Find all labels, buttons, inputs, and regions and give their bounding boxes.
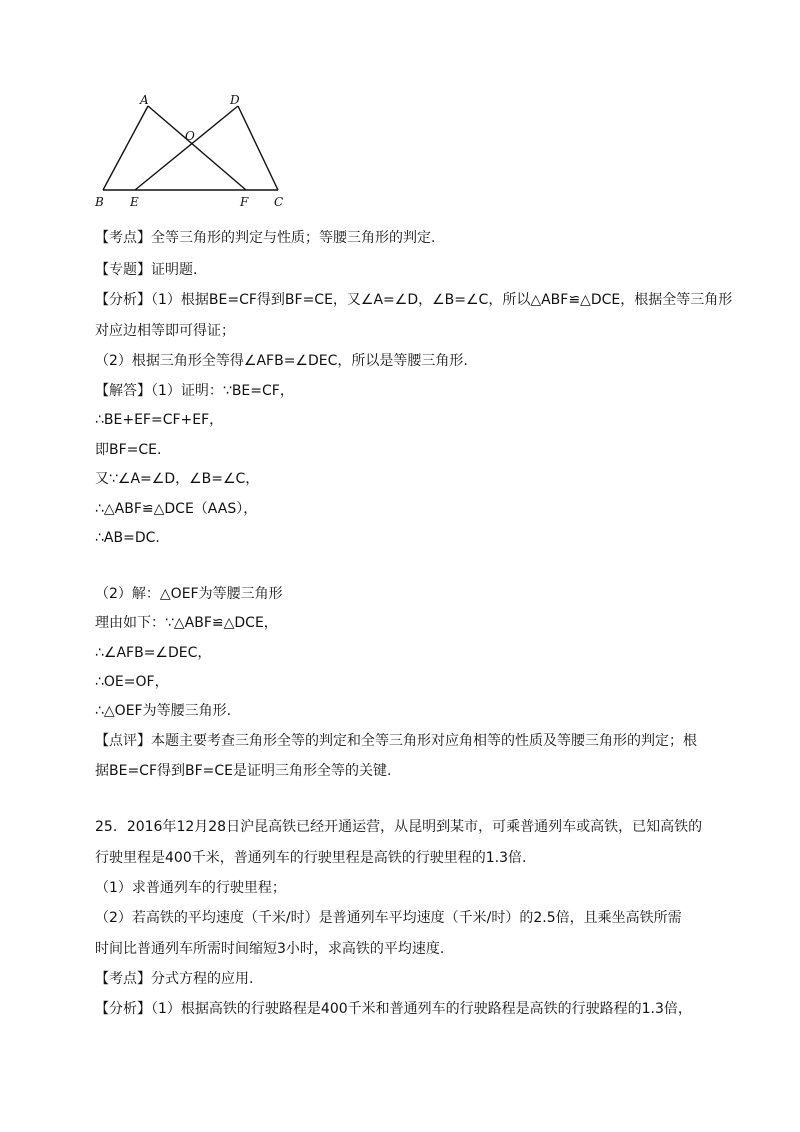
q25-line-5: 时间比普通列车所需时间缩短3小时，求高铁的平均速度. xyxy=(95,941,445,957)
fenxi-line-2: 对应边相等即可得证； xyxy=(95,323,235,339)
label-D: D xyxy=(230,93,240,107)
triangle-figure xyxy=(90,92,300,210)
q25-line-1: 25．2016年12月28日沪昆高铁已经开通运营，从昆明到某市，可乘普通列车或高铁，已知高铁的 xyxy=(95,819,703,835)
zhuanti-line: 【专题】证明题. xyxy=(95,262,198,278)
segment-AB xyxy=(103,106,148,190)
part2-line-4: ∴OE=OF， xyxy=(95,674,169,690)
part2-line-2: 理由如下：∵△ABF≌△DCE， xyxy=(95,615,278,631)
q25-fenxi-line: 【分析】（1）根据高铁的行驶路程是400千米和普通列车的行驶路程是高铁的行驶路程的1.3倍， xyxy=(95,1001,692,1017)
dianping-line-2: 据BE=CF得到BF=CE是证明三角形全等的关键. xyxy=(95,763,392,779)
fenxi-line-1: 【分析】（1）根据BE=CF得到BF=CE，又∠A=∠D，∠B=∠C，所以△ABF≌△DCE，根据全等三角形 xyxy=(95,292,733,308)
jieda-line-4: 又∵∠A=∠D，∠B=∠C， xyxy=(95,471,260,487)
part2-line-1: （2）解：△OEF为等腰三角形 xyxy=(95,586,283,602)
jieda-line-2: ∴BE+EF=CF+EF， xyxy=(95,412,224,428)
kaodian-line: 【考点】全等三角形的判定与性质；等腰三角形的判定. xyxy=(95,230,436,246)
segment-DE xyxy=(135,106,238,190)
label-O: O xyxy=(185,129,195,143)
q25-line-3: （1）求普通列车的行驶里程； xyxy=(95,880,286,896)
jieda-line-5: ∴△ABF≌△DCE（AAS）， xyxy=(95,501,258,517)
fenxi-line-3: （2）根据三角形全等得∠AFB=∠DEC，所以是等腰三角形. xyxy=(95,353,468,369)
label-A: A xyxy=(140,93,149,107)
part2-line-5: ∴△OEF为等腰三角形. xyxy=(95,703,232,719)
segment-DC xyxy=(238,106,278,190)
segment-AF xyxy=(148,106,246,190)
label-C: C xyxy=(274,195,284,209)
label-B: B xyxy=(95,195,104,209)
jieda-line-1: 【解答】（1）证明：∵BE=CF， xyxy=(95,383,294,399)
part2-line-3: ∴∠AFB=∠DEC， xyxy=(95,645,212,661)
label-E: E xyxy=(130,195,139,209)
jieda-line-6: ∴AB=DC. xyxy=(95,530,160,546)
dianping-line-1: 【点评】本题主要考查三角形全等的判定和全等三角形对应角相等的性质及等腰三角形的判定；根 xyxy=(95,733,697,749)
label-F: F xyxy=(240,195,249,209)
jieda-line-3: 即BF=CE. xyxy=(95,442,162,458)
q25-line-4: （2）若高铁的平均速度（千米/时）是普通列车平均速度（千米/时）的2.5倍，且乘坐高铁所需 xyxy=(95,910,682,926)
q25-kaodian-line: 【考点】分式方程的应用. xyxy=(95,971,254,987)
q25-line-2: 行驶里程是400千米，普通列车的行驶里程是高铁的行驶里程的1.3倍. xyxy=(95,850,527,866)
